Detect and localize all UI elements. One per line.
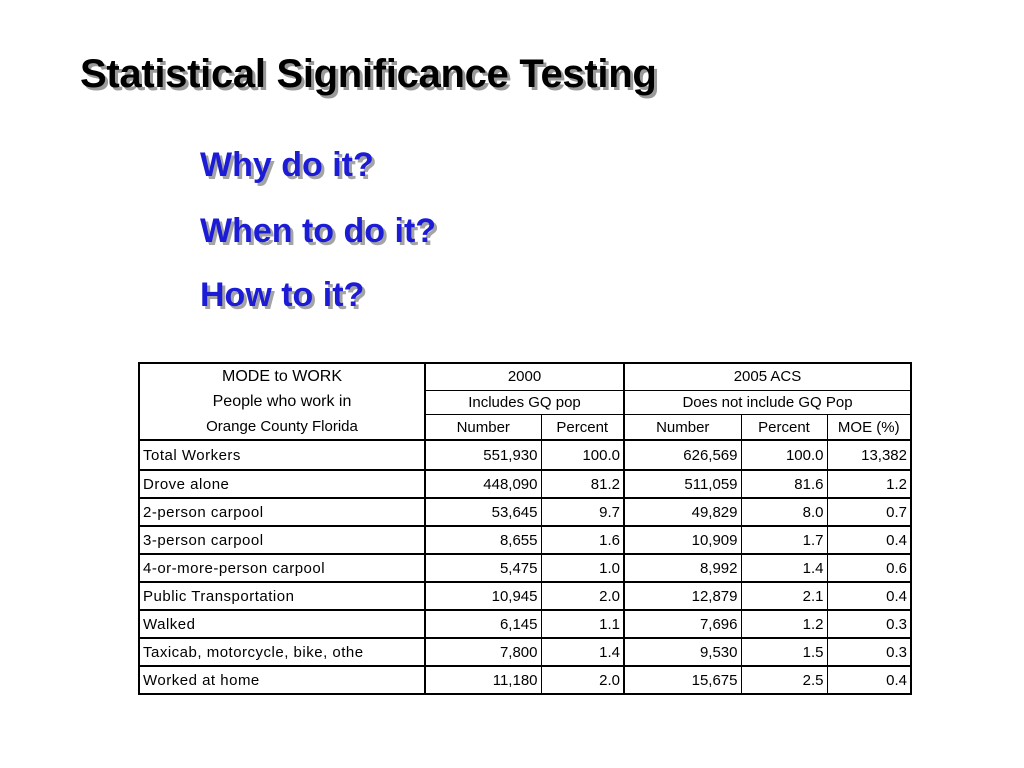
slide-title: Statistical Significance Testing bbox=[80, 52, 657, 96]
cell-moe: 0.4 bbox=[827, 582, 911, 610]
cell-number-2000: 551,930 bbox=[425, 440, 541, 470]
corner-line-2: People who work in bbox=[212, 393, 352, 410]
cell-percent-2005: 8.0 bbox=[741, 498, 827, 526]
row-label: Taxicab, motorcycle, bike, othe bbox=[139, 638, 425, 666]
row-label: Worked at home bbox=[139, 666, 425, 694]
table-header-row-1 bbox=[139, 363, 911, 390]
cell-number-2000: 448,090 bbox=[425, 470, 541, 498]
cell-percent-2000: 2.0 bbox=[541, 582, 624, 610]
cell-moe: 1.2 bbox=[827, 470, 911, 498]
table-row bbox=[139, 638, 911, 666]
table-row bbox=[139, 582, 911, 610]
table-row bbox=[139, 610, 911, 638]
row-label: Total Workers bbox=[139, 440, 425, 470]
cell-number-2000: 5,475 bbox=[425, 554, 541, 582]
cell-percent-2000: 1.6 bbox=[541, 526, 624, 554]
table-row bbox=[139, 498, 911, 526]
cell-moe: 0.7 bbox=[827, 498, 911, 526]
table-body bbox=[139, 440, 911, 694]
cell-percent-2000: 100.0 bbox=[541, 440, 624, 470]
cell-number-2005: 9,530 bbox=[624, 638, 741, 666]
row-label: Public Transportation bbox=[139, 582, 425, 610]
cell-percent-2005: 2.5 bbox=[741, 666, 827, 694]
cell-moe: 13,382 bbox=[827, 440, 911, 470]
cell-number-2005: 15,675 bbox=[624, 666, 741, 694]
cell-number-2000: 53,645 bbox=[425, 498, 541, 526]
group-header-2005-acs: 2005 ACS bbox=[624, 363, 911, 390]
cell-moe: 0.3 bbox=[827, 638, 911, 666]
cell-moe: 0.3 bbox=[827, 610, 911, 638]
group-subtitle-2000: Includes GQ pop bbox=[425, 390, 624, 415]
table-corner-header bbox=[139, 363, 425, 440]
cell-number-2005: 12,879 bbox=[624, 582, 741, 610]
row-label: Walked bbox=[139, 610, 425, 638]
bullet-how: How to it? bbox=[200, 276, 365, 314]
cell-percent-2000: 9.7 bbox=[541, 498, 624, 526]
group-subtitle-2005-acs: Does not include GQ Pop bbox=[624, 390, 911, 415]
corner-line-3: Orange County Florida bbox=[206, 418, 358, 435]
cell-moe: 0.4 bbox=[827, 526, 911, 554]
column-header-number-2005: Number bbox=[624, 415, 741, 440]
row-label: 2-person carpool bbox=[139, 498, 425, 526]
cell-number-2005: 626,569 bbox=[624, 440, 741, 470]
cell-number-2005: 8,992 bbox=[624, 554, 741, 582]
mode-to-work-table bbox=[138, 362, 912, 695]
cell-moe: 0.6 bbox=[827, 554, 911, 582]
cell-number-2005: 49,829 bbox=[624, 498, 741, 526]
cell-percent-2005: 1.7 bbox=[741, 526, 827, 554]
table-row bbox=[139, 440, 911, 470]
corner-line-1: MODE to WORK bbox=[221, 368, 342, 385]
cell-percent-2005: 1.2 bbox=[741, 610, 827, 638]
cell-percent-2005: 81.6 bbox=[741, 470, 827, 498]
cell-percent-2005: 2.1 bbox=[741, 582, 827, 610]
cell-number-2005: 7,696 bbox=[624, 610, 741, 638]
table-row bbox=[139, 526, 911, 554]
column-header-number-2000: Number bbox=[425, 415, 541, 440]
cell-number-2000: 8,655 bbox=[425, 526, 541, 554]
cell-percent-2000: 1.4 bbox=[541, 638, 624, 666]
cell-number-2000: 6,145 bbox=[425, 610, 541, 638]
bullet-why: Why do it? bbox=[200, 146, 374, 184]
cell-number-2005: 10,909 bbox=[624, 526, 741, 554]
cell-percent-2000: 1.0 bbox=[541, 554, 624, 582]
cell-percent-2000: 1.1 bbox=[541, 610, 624, 638]
cell-percent-2005: 1.4 bbox=[741, 554, 827, 582]
row-label: 4-or-more-person carpool bbox=[139, 554, 425, 582]
cell-number-2005: 511,059 bbox=[624, 470, 741, 498]
cell-number-2000: 10,945 bbox=[425, 582, 541, 610]
table-row bbox=[139, 554, 911, 582]
bullet-when: When to do it? bbox=[200, 212, 437, 250]
group-header-2000: 2000 bbox=[425, 363, 624, 390]
cell-moe: 0.4 bbox=[827, 666, 911, 694]
column-header-moe: MOE (%) bbox=[827, 415, 911, 440]
cell-percent-2005: 100.0 bbox=[741, 440, 827, 470]
row-label: Drove alone bbox=[139, 470, 425, 498]
cell-percent-2000: 81.2 bbox=[541, 470, 624, 498]
column-header-percent-2005: Percent bbox=[741, 415, 827, 440]
column-header-percent-2000: Percent bbox=[541, 415, 624, 440]
cell-percent-2000: 2.0 bbox=[541, 666, 624, 694]
cell-number-2000: 7,800 bbox=[425, 638, 541, 666]
table-row bbox=[139, 470, 911, 498]
row-label: 3-person carpool bbox=[139, 526, 425, 554]
cell-percent-2005: 1.5 bbox=[741, 638, 827, 666]
cell-number-2000: 11,180 bbox=[425, 666, 541, 694]
table-row bbox=[139, 666, 911, 694]
